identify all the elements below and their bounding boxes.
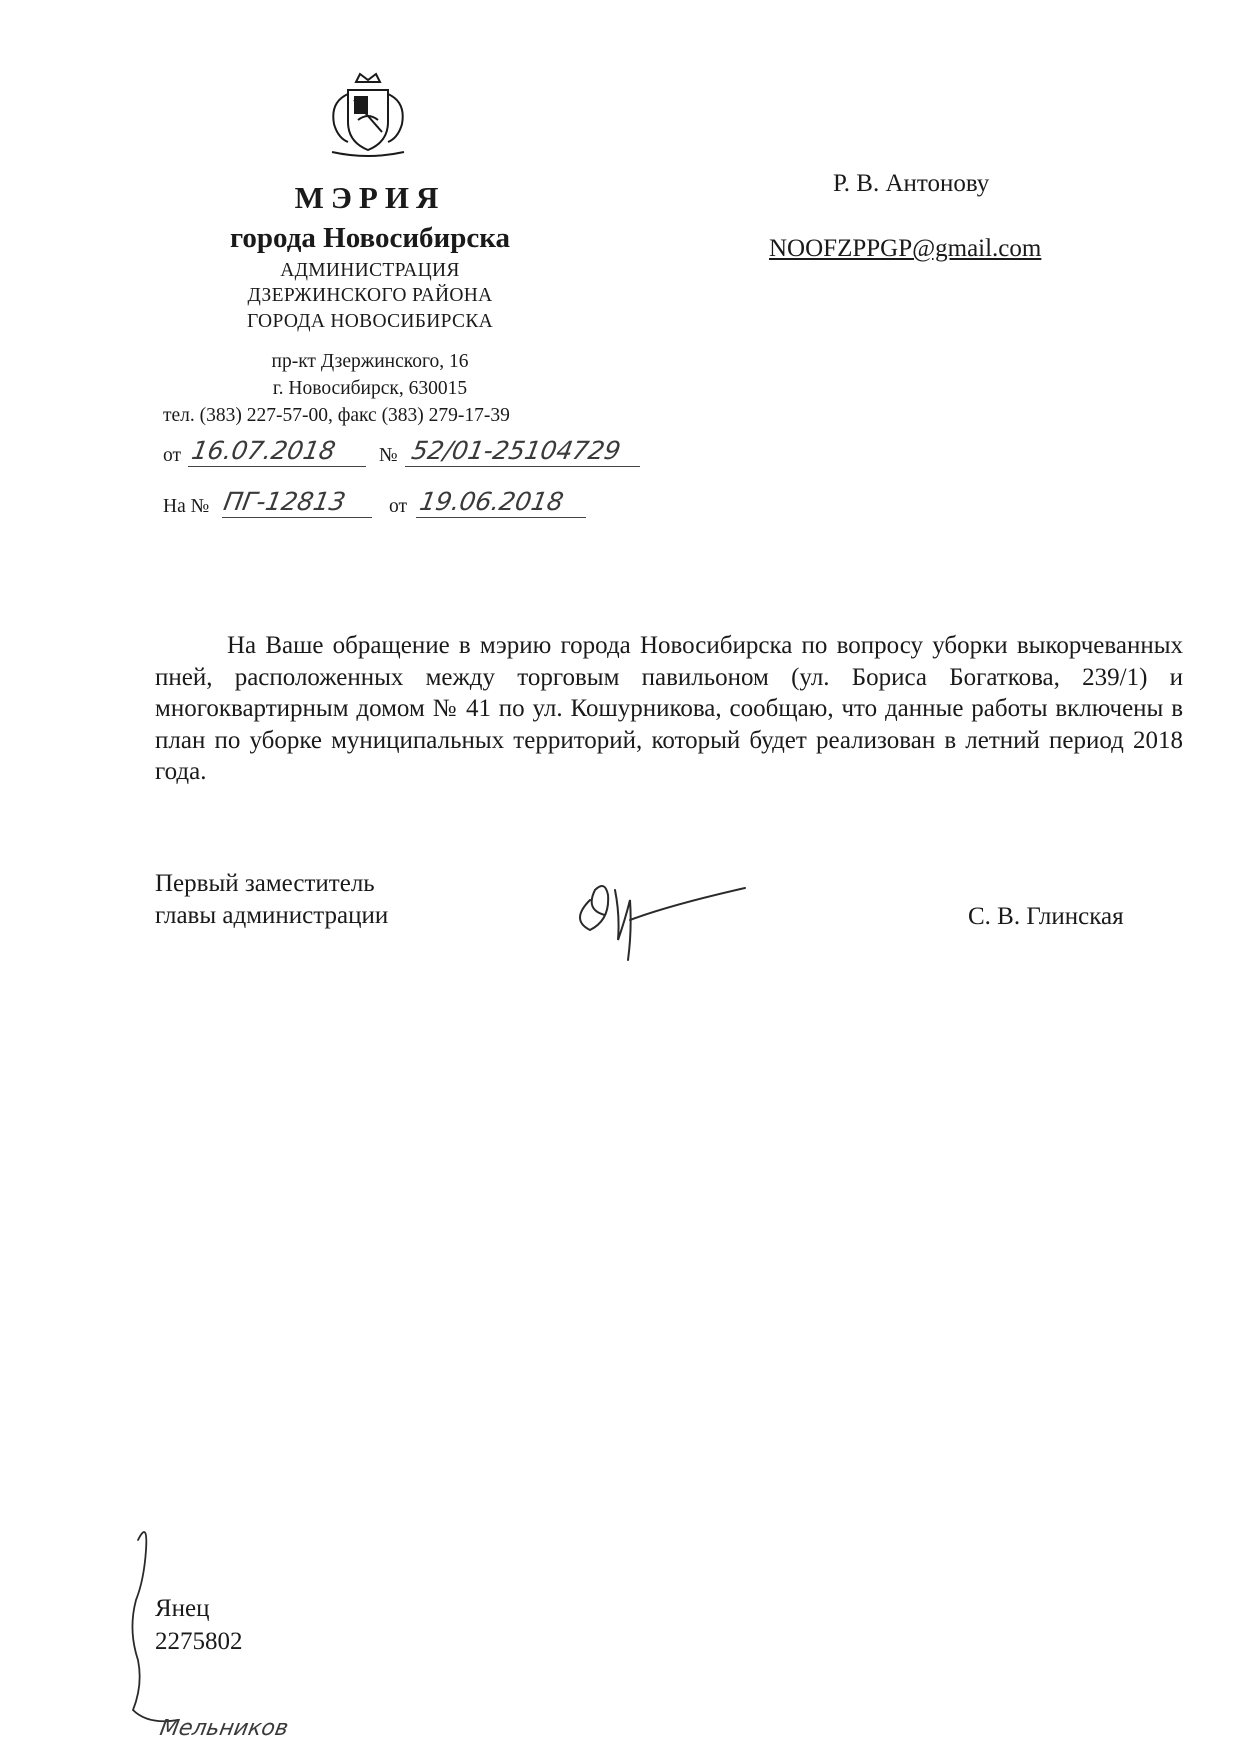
letterhead-phone-fax: тел. (383) 227-57-00, факс (383) 279-17-39 <box>163 405 510 426</box>
handwritten-note: Мельников <box>157 1716 291 1741</box>
reg-ref-number-underline <box>222 517 372 518</box>
reg-number-handwritten: 52/01-25104729 <box>409 436 623 465</box>
reg-ref-number-handwritten: ПГ-12813 <box>221 487 348 516</box>
letterhead-admin-line2: ДЗЕРЖИНСКОГО РАЙОНА <box>247 285 493 306</box>
reg-date-handwritten: 16.07.2018 <box>189 436 338 465</box>
letterhead-address-line1: пр-кт Дзержинского, 16 <box>271 351 469 372</box>
letterhead-title: МЭРИЯ <box>294 180 446 215</box>
recipient-email: NOOFZPPGP@gmail.com <box>769 235 1042 262</box>
city-coat-of-arms-icon <box>318 72 418 162</box>
letterhead-admin-line1: АДМИНИСТРАЦИЯ <box>280 260 460 281</box>
letter-body <box>155 630 1183 788</box>
reg-from-label: от <box>163 445 182 466</box>
letterhead-admin-line3: ГОРОДА НОВОСИБИРСКА <box>246 311 494 332</box>
reg-date-underline <box>188 466 366 467</box>
reg-number-label: № <box>379 445 398 466</box>
signatory-position-line2: главы администрации <box>155 902 389 929</box>
reg-ref-date-handwritten: 19.06.2018 <box>417 487 566 516</box>
executor-name: Янец <box>155 1595 210 1622</box>
reg-ref-label: На № <box>163 496 210 517</box>
reg-ref-date-underline <box>416 517 586 518</box>
letterhead-city: города Новосибирска <box>229 222 511 254</box>
reg-number-underline <box>405 466 640 467</box>
letter-body-paragraph: На Ваше обращение в мэрию города Новосибирска по вопросу уборки выкорчеванных пней, расположенных между торговым павильоном (ул. Бориса Богаткова, 239/1) и многоквартирным домом № 41 по ул. Кошурникова, сообщаю, что данные работы включены в план по уборке муниципальных территорий, который будет реализован в летний период 2018 года. <box>155 632 1183 785</box>
signatory-name: С. В. Глинская <box>968 903 1124 930</box>
signature-icon <box>560 860 760 970</box>
letterhead-address-line2: г. Новосибирск, 630015 <box>272 378 468 399</box>
executor-phone: 2275802 <box>155 1628 243 1655</box>
reg-ref-from-label: от <box>389 496 408 517</box>
signatory-position-line1: Первый заместитель <box>155 870 375 897</box>
recipient-name: Р. В. Антонову <box>833 170 990 197</box>
